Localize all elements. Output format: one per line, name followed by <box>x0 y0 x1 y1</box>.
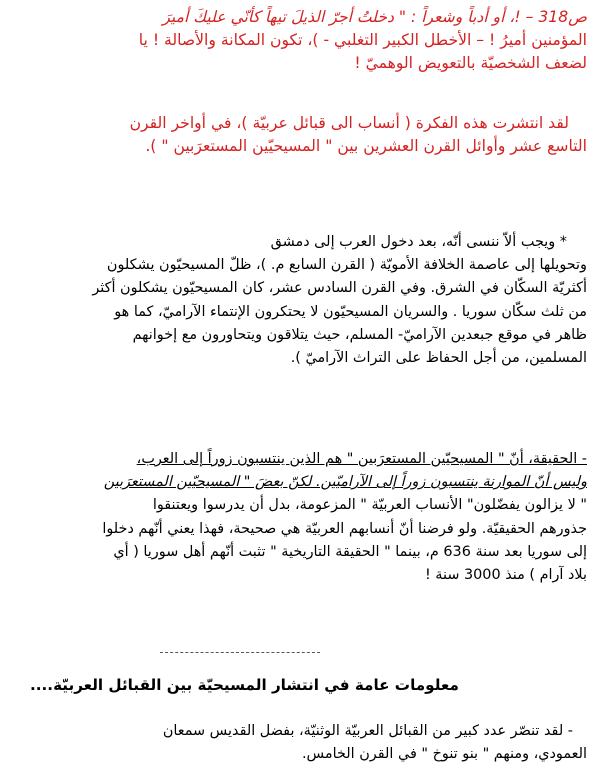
intro-line-2: التاسع عشر وأوائل القرن العشرين بين " المسيحيّين المستعرَبين " ). <box>145 137 587 155</box>
paragraph-1-line: المسلمين، من أجل الحفاظ على التراث الآراميّ ). <box>290 350 587 367</box>
paragraph-1 <box>7 231 587 370</box>
paragraph-2-line: وليس أنّ الموارنة ينتسبون زوراً إلى الآراميّين. لكنّ بعضَ " المسيحيّين المستعرَبين <box>103 474 587 491</box>
quote-line-3: لضعف الشخصيّة بالتعويض الوهميّ ! <box>354 54 587 72</box>
paragraph-1-line: * ويجب ألاّ ننسى أنّه، بعد دخول العرب إلى دمشق <box>270 234 567 250</box>
paragraph-2-line: جذورهم الحقيقيّة. ولو فرضنا أنّ أنسابهم العربيّة هي صحيحة، فهذا يعني أنّهم دخلوا <box>102 520 587 537</box>
paragraph-3-line: العمودي، ومنهم " بنو تنوخ " في القرن الخامس. <box>301 746 587 763</box>
paragraph-1-line: ظاهر في موقع جبعدين الآراميّ- المسلم، حيث يتلاقون ويتحاورون مع إخوانهم <box>132 326 587 343</box>
paragraph-2-line: " لا يزالون يفضّلون" الأنساب العربيّة " المزعومة، بدل أن يدرسوا ويعتنقوا <box>152 497 587 514</box>
paragraph-1-line: من ثلث سكّان سوريا . والسريان المسيحيّون لا يحتكرون الإنتماء الآراميّ، كما هو <box>114 303 587 320</box>
section-heading: معلومات عامة في انتشار المسيحيّة بين القبائل العربيّة.... <box>30 676 459 694</box>
paragraph-2-line: إلى سوريا بعد سنة 636 م، بينما " الحقيقة التاريخية " تثبت أنّهم أهل سوريا ( أي <box>113 543 587 560</box>
intro-block <box>7 112 587 158</box>
quote-line-2: المؤمنين أميرُ ! – الأخطل الكبير التغلبي - )، تكون المكانة والأصالة ! يا <box>138 31 587 49</box>
separator-line <box>160 652 320 653</box>
quote-line-1: ص318 – !، أو أدباً وشعراً : " دخلتُ أجرّ الذيلَ تيهاً كأنّي عليكَ أميرَ <box>162 8 587 26</box>
paragraph-3-line: - لقد تنصّر عدد كبير من القبائل العربيّة الوثنيّة، بفضل القديس سمعان <box>162 723 573 739</box>
quote-block <box>7 6 587 75</box>
intro-line-1: لقد انتشرت هذه الفكرة ( أنساب الى قبائل عربيّة )، في أواخر القرن <box>129 114 569 132</box>
paragraph-2 <box>7 448 587 587</box>
paragraph-2-line: بلاد آرام ) منذ 3000 سنة ! <box>424 567 587 584</box>
paragraph-1-line: وتحويلها إلى عاصمة الخلافة الأمويّة ( القرن السابع م. )، ظلّ المسيحيّون يشكلون <box>106 257 587 274</box>
paragraph-3 <box>7 720 587 766</box>
paragraph-2-line: - الحقيقة، أنّ " المسيحيّين المستعرَبين " هم الذين ينتسبون زوراً إلى العرب، <box>136 451 587 467</box>
paragraph-1-line: أكثريّة السكّان في الشرق. وفي القرن السادس عشر، كان المسيحيّون يشكلون أكثر <box>92 280 587 297</box>
